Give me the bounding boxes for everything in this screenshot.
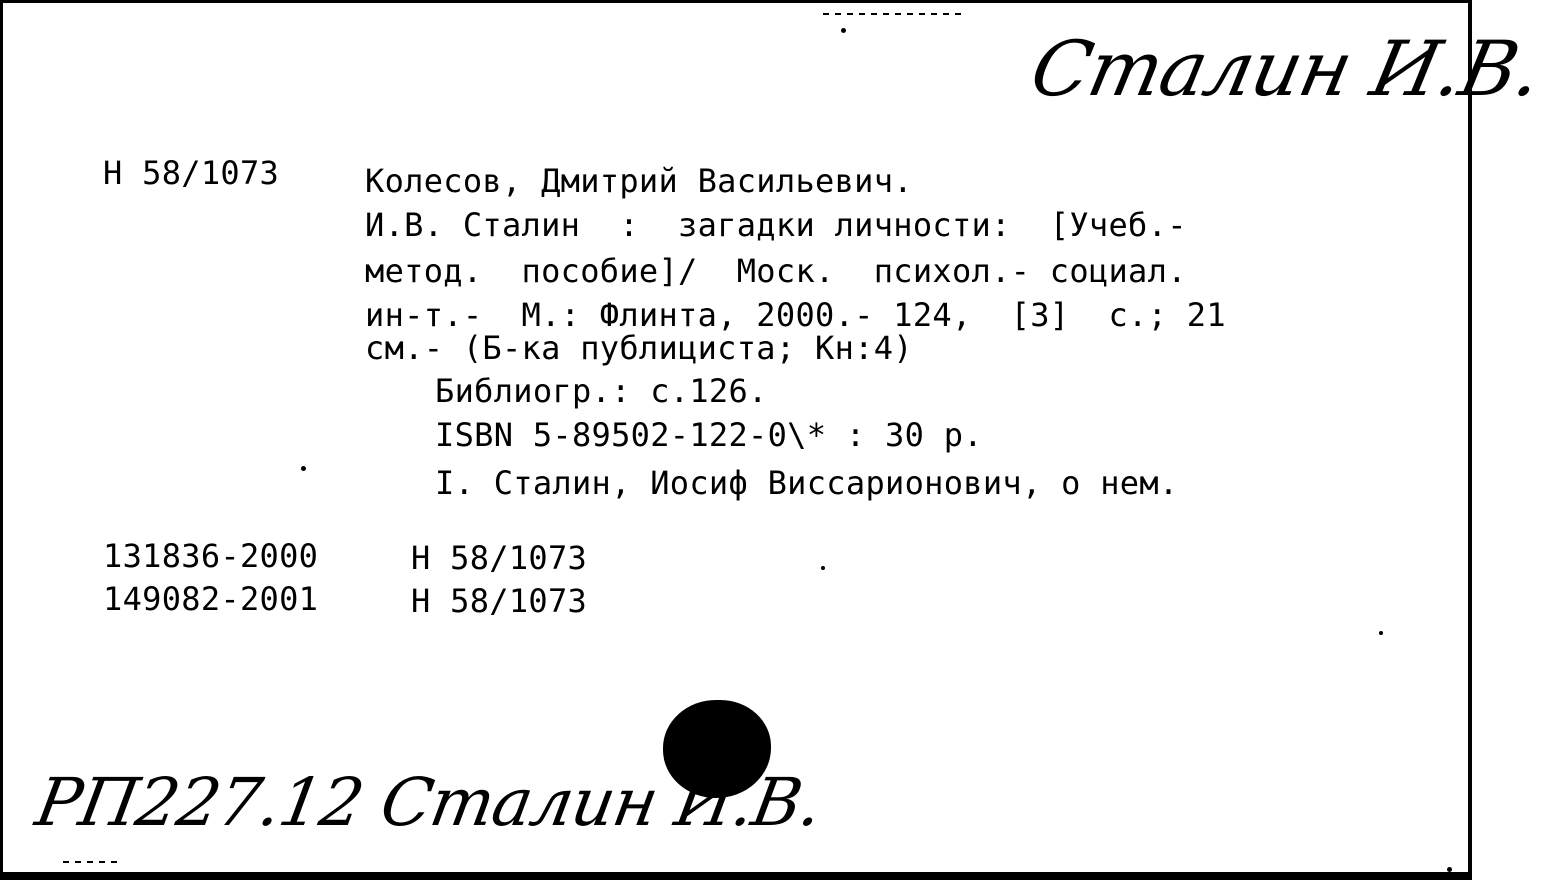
holding-shelf-1: Н 58/1073 bbox=[411, 539, 588, 577]
holding-accession-1: 131836-2000 bbox=[103, 537, 319, 575]
note-isbn-price: ISBN 5-89502-122-0\* : 30 р. bbox=[435, 416, 983, 454]
holding-accession-2: 149082-2001 bbox=[103, 580, 319, 618]
scan-noise bbox=[63, 861, 123, 863]
handwritten-subject-heading: Сталин И.В. bbox=[1023, 24, 1550, 113]
scan-noise bbox=[823, 13, 963, 15]
description-line-4: см.- (Б-ка публициста; Кн:4) bbox=[365, 329, 913, 367]
author-heading: Колесов, Дмитрий Васильевич. bbox=[365, 162, 913, 200]
description-line-3: ин-т.- М.: Флинта, 2000.- 124, [3] с.; 21 bbox=[365, 296, 1226, 334]
note-bibliography: Библиогр.: с.126. bbox=[435, 372, 768, 410]
scan-noise bbox=[1447, 867, 1452, 872]
shelf-mark: Н 58/1073 bbox=[103, 154, 280, 192]
scan-noise bbox=[301, 466, 306, 471]
description-line-2: метод. пособие]/ Моск. психол.- социал. bbox=[365, 252, 1187, 290]
handwritten-classification: РП227.12 Сталин И.В. bbox=[30, 764, 828, 841]
scan-noise bbox=[1379, 631, 1383, 635]
scan-noise bbox=[821, 566, 825, 570]
note-subject-entry: I. Сталин, Иосиф Виссарионович, о нем. bbox=[435, 464, 1179, 502]
holding-shelf-2: Н 58/1073 bbox=[411, 582, 588, 620]
description-line-1: И.В. Сталин : загадки личности: [Учеб.- bbox=[365, 206, 1187, 244]
scan-noise bbox=[841, 28, 846, 33]
